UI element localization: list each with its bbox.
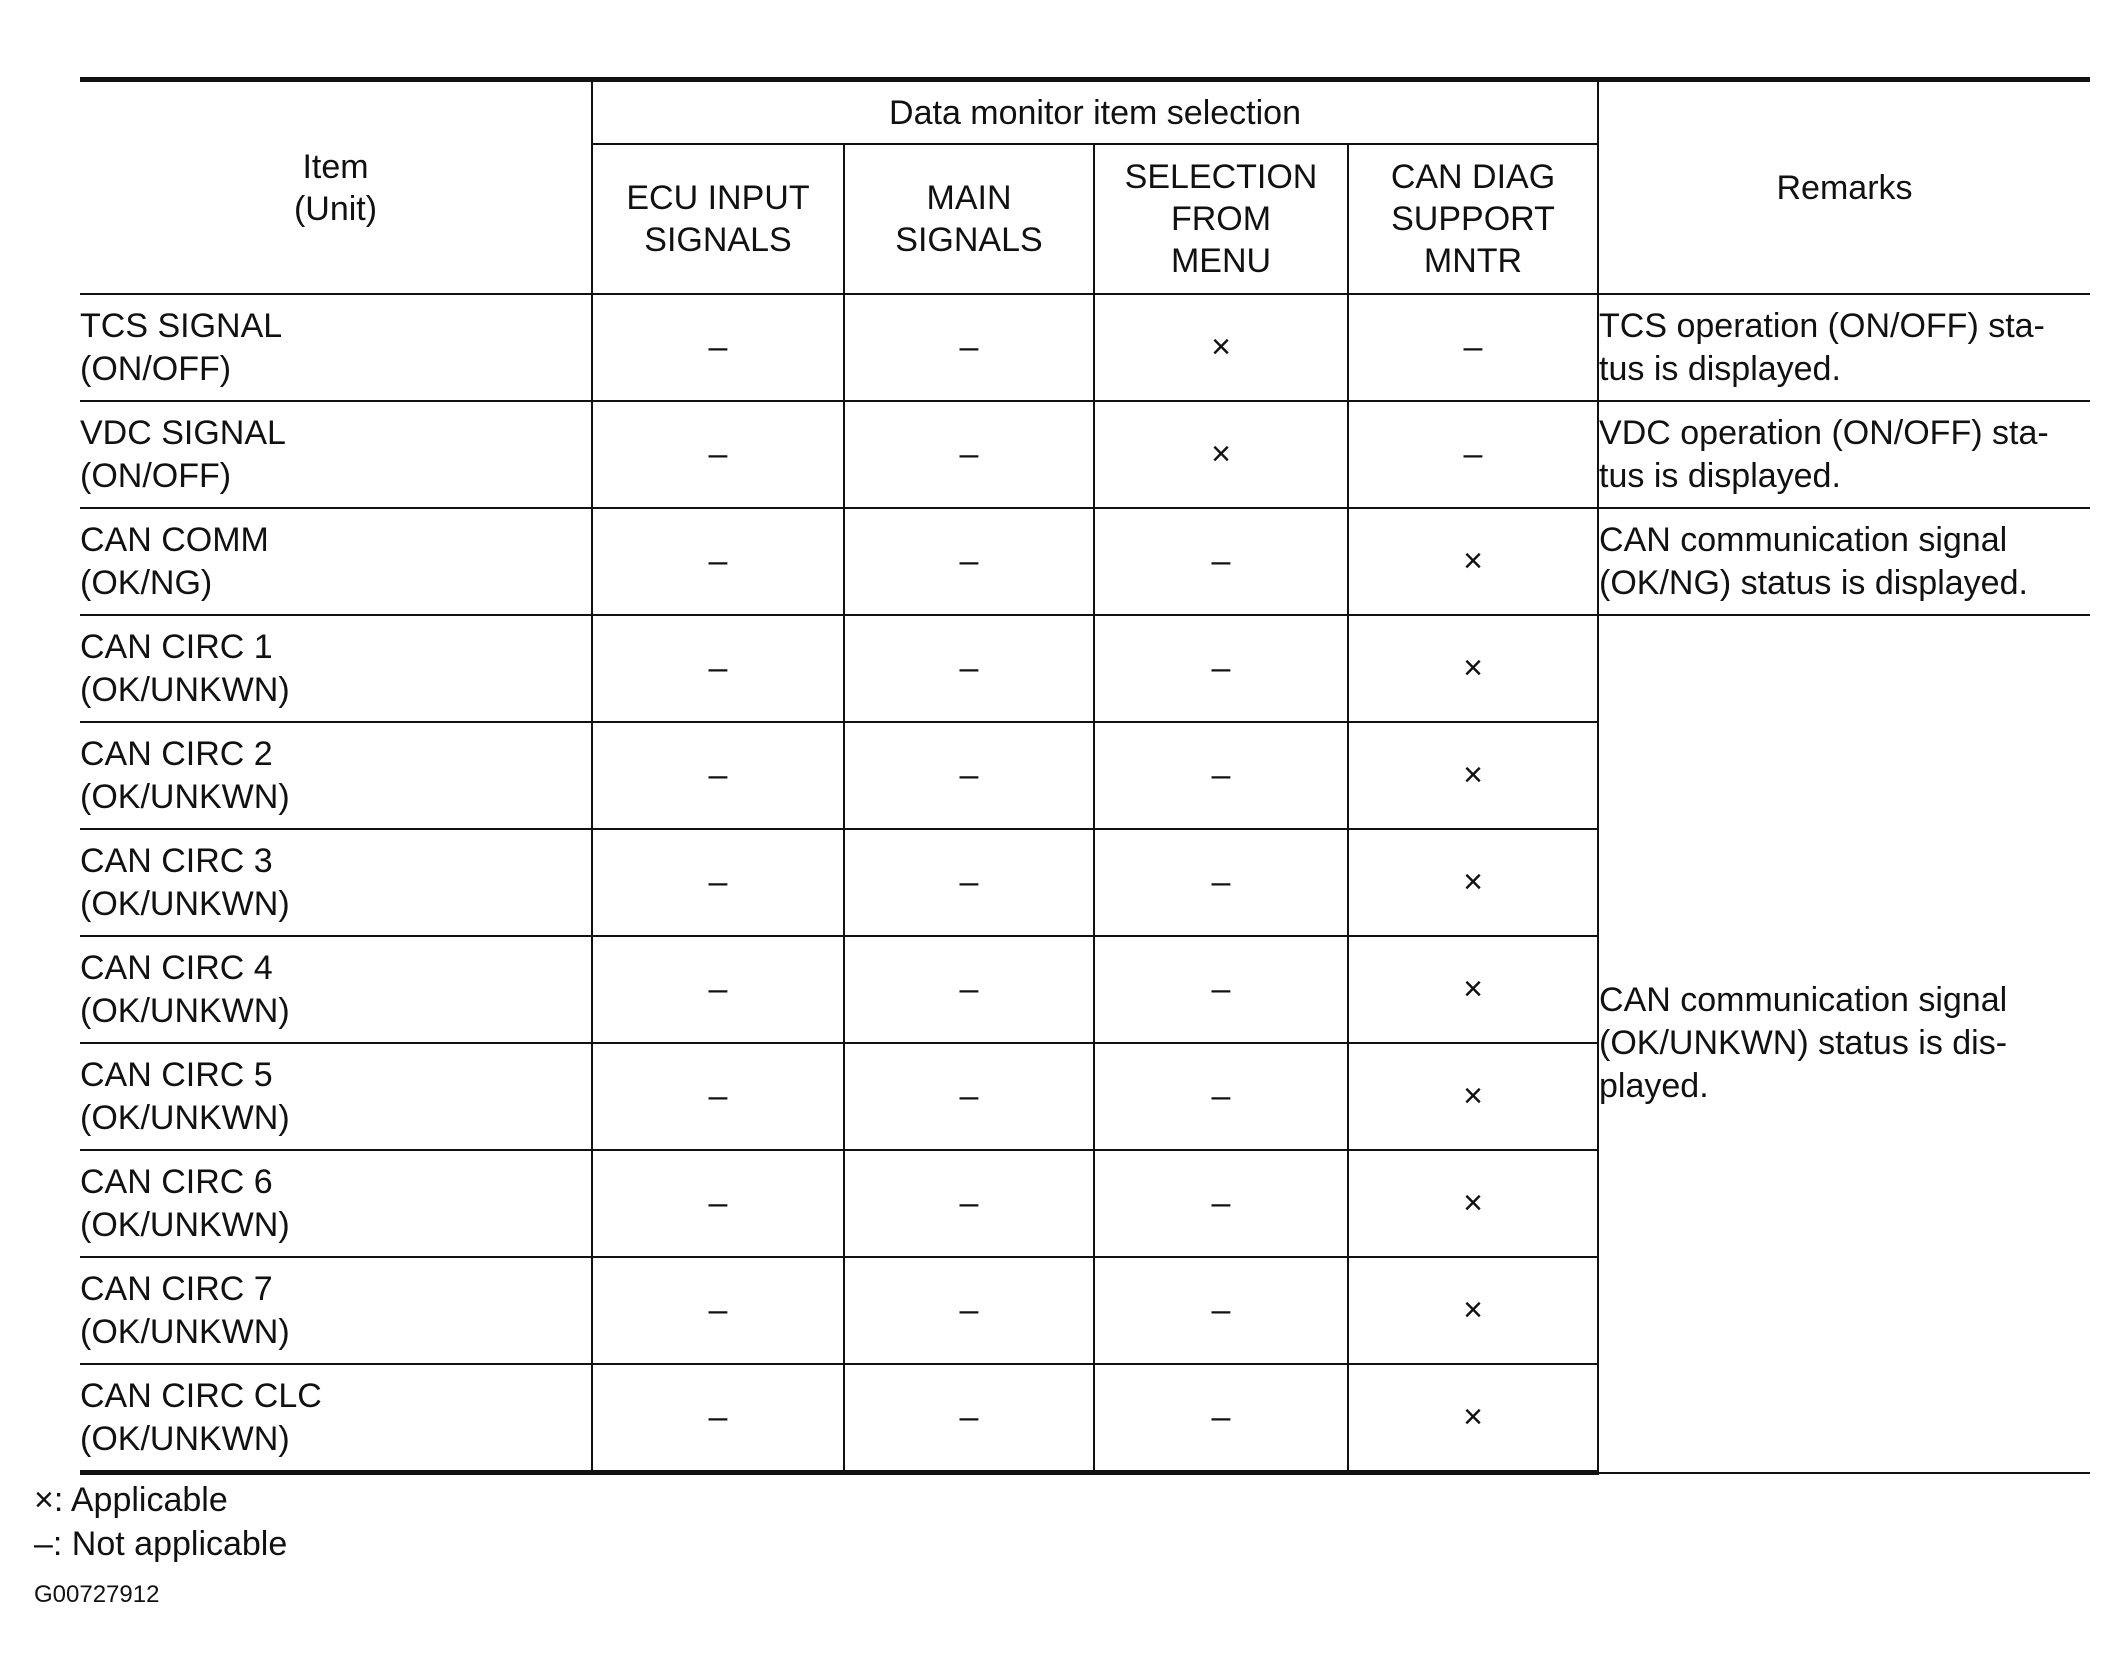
item-name: CAN CIRC 5 — [80, 1055, 273, 1094]
main-header-line1: MAIN — [926, 179, 1012, 217]
remark-vdc — [1598, 401, 2090, 508]
item-unit: (OK/UNKWN) — [80, 884, 290, 923]
selection-menu-mark: – — [1094, 936, 1348, 1043]
item-unit: (OK/UNKWN) — [80, 1098, 290, 1137]
table-row — [80, 294, 2090, 401]
data-monitor-group-header: Data monitor item selection — [592, 80, 1598, 145]
table-row — [80, 508, 2090, 615]
table-row — [80, 401, 2090, 508]
main-signals-mark: – — [844, 1257, 1094, 1364]
ecu-input-mark: – — [592, 1364, 844, 1473]
remark-tcs — [1598, 294, 2090, 401]
item-unit: (OK/UNKWN) — [80, 1205, 290, 1244]
can-diag-support-mntr-header — [1348, 144, 1598, 294]
selection-from-menu-header — [1094, 144, 1348, 294]
can-diag-mark: × — [1348, 1043, 1598, 1150]
main-signals-mark: – — [844, 829, 1094, 936]
legend-not-applicable: –: Not applicable — [34, 1525, 288, 1563]
ecu-input-mark: – — [592, 1150, 844, 1257]
selection-menu-mark: × — [1094, 401, 1348, 508]
item-name: CAN CIRC 4 — [80, 948, 273, 987]
main-signals-mark: – — [844, 1150, 1094, 1257]
main-signals-header — [844, 144, 1094, 294]
can-diag-mark: – — [1348, 294, 1598, 401]
ecu-input-mark: – — [592, 936, 844, 1043]
can-diag-mark: × — [1348, 615, 1598, 722]
ecu-input-mark: – — [592, 294, 844, 401]
ecu-input-mark: – — [592, 615, 844, 722]
remark-line: tus is displayed. — [1599, 349, 1841, 388]
legend — [34, 1478, 287, 1566]
item-unit: (ON/OFF) — [80, 349, 232, 388]
item-unit: (OK/UNKWN) — [80, 1312, 290, 1351]
unit-header-label: (Unit) — [293, 189, 378, 228]
remark-can-circ — [1598, 615, 2090, 1473]
remark-line: played. — [1599, 1067, 1709, 1106]
figure-id: G00727912 — [34, 1581, 160, 1608]
can-header-line1: CAN DIAG — [1390, 158, 1556, 196]
selection-menu-mark: – — [1094, 615, 1348, 722]
item-cell — [80, 1150, 592, 1257]
can-diag-mark: × — [1348, 1364, 1598, 1473]
item-cell — [80, 1364, 592, 1473]
sel-header-line1: SELECTION — [1124, 158, 1318, 196]
main-signals-mark: – — [844, 401, 1094, 508]
remark-line: TCS operation (ON/OFF) sta- — [1599, 306, 2045, 345]
item-name: CAN CIRC 2 — [80, 734, 273, 773]
ecu-input-mark: – — [592, 722, 844, 829]
main-signals-mark: – — [844, 1043, 1094, 1150]
item-unit: (OK/UNKWN) — [80, 1419, 290, 1458]
item-unit-header — [80, 80, 592, 295]
table-row — [80, 615, 2090, 722]
item-unit: (OK/UNKWN) — [80, 670, 290, 709]
ecu-input-mark: – — [592, 1257, 844, 1364]
remark-line: VDC operation (ON/OFF) sta- — [1599, 413, 2049, 452]
selection-menu-mark: – — [1094, 829, 1348, 936]
header-row-1 — [80, 80, 2090, 145]
item-unit: (OK/UNKWN) — [80, 777, 290, 816]
remark-line: CAN communication signal — [1599, 981, 2008, 1020]
item-unit: (ON/OFF) — [80, 456, 232, 495]
selection-menu-mark: – — [1094, 1364, 1348, 1473]
item-cell — [80, 1043, 592, 1150]
main-signals-mark: – — [844, 1364, 1094, 1473]
ecu-input-mark: – — [592, 1043, 844, 1150]
item-unit: (OK/UNKWN) — [80, 991, 290, 1030]
item-unit: (OK/NG) — [80, 563, 213, 602]
legend-applicable: ×: Applicable — [34, 1481, 228, 1519]
item-header-label: Item — [302, 147, 369, 186]
remark-line: CAN communication signal — [1599, 520, 2008, 559]
item-name: CAN COMM — [80, 520, 269, 559]
selection-menu-mark: – — [1094, 1257, 1348, 1364]
item-name: CAN CIRC 1 — [80, 627, 273, 666]
can-diag-mark: × — [1348, 829, 1598, 936]
item-name: TCS SIGNAL — [80, 306, 283, 345]
item-cell — [80, 508, 592, 615]
remark-can-comm — [1598, 508, 2090, 615]
remark-line: (OK/NG) status is displayed. — [1599, 563, 2028, 602]
selection-menu-mark: – — [1094, 1043, 1348, 1150]
sel-header-line2: FROM — [1170, 200, 1272, 238]
ecu-header-line2: SIGNALS — [644, 221, 792, 259]
item-cell — [80, 401, 592, 508]
item-name: CAN CIRC 3 — [80, 841, 273, 880]
can-header-line3: MNTR — [1423, 242, 1523, 280]
sel-header-line3: MENU — [1170, 242, 1272, 280]
ecu-input-signals-header — [592, 144, 844, 294]
ecu-input-mark: – — [592, 829, 844, 936]
item-cell — [80, 722, 592, 829]
can-diag-mark: × — [1348, 722, 1598, 829]
main-signals-mark: – — [844, 508, 1094, 615]
remarks-header: Remarks — [1598, 80, 2090, 295]
selection-menu-mark: – — [1094, 1150, 1348, 1257]
can-diag-mark: – — [1348, 401, 1598, 508]
main-signals-mark: – — [844, 615, 1094, 722]
item-name: CAN CIRC 7 — [80, 1269, 273, 1308]
can-diag-mark: × — [1348, 1150, 1598, 1257]
item-cell — [80, 936, 592, 1043]
data-monitor-table — [80, 77, 2090, 1475]
remark-line: tus is displayed. — [1599, 456, 1841, 495]
item-name: VDC SIGNAL — [80, 413, 286, 452]
item-cell — [80, 294, 592, 401]
item-cell — [80, 1257, 592, 1364]
main-signals-mark: – — [844, 722, 1094, 829]
can-header-line2: SUPPORT — [1391, 200, 1555, 238]
item-cell — [80, 615, 592, 722]
item-cell — [80, 829, 592, 936]
main-header-line2: SIGNALS — [895, 221, 1043, 259]
ecu-input-mark: – — [592, 508, 844, 615]
main-signals-mark: – — [844, 294, 1094, 401]
ecu-header-line1: ECU INPUT — [626, 179, 810, 217]
can-diag-mark: × — [1348, 936, 1598, 1043]
can-diag-mark: × — [1348, 508, 1598, 615]
item-name: CAN CIRC 6 — [80, 1162, 273, 1201]
selection-menu-mark: × — [1094, 294, 1348, 401]
can-diag-mark: × — [1348, 1257, 1598, 1364]
remark-line: (OK/UNKWN) status is dis- — [1599, 1024, 2008, 1063]
ecu-input-mark: – — [592, 401, 844, 508]
selection-menu-mark: – — [1094, 508, 1348, 615]
item-name: CAN CIRC CLC — [80, 1376, 322, 1415]
main-signals-mark: – — [844, 936, 1094, 1043]
selection-menu-mark: – — [1094, 722, 1348, 829]
